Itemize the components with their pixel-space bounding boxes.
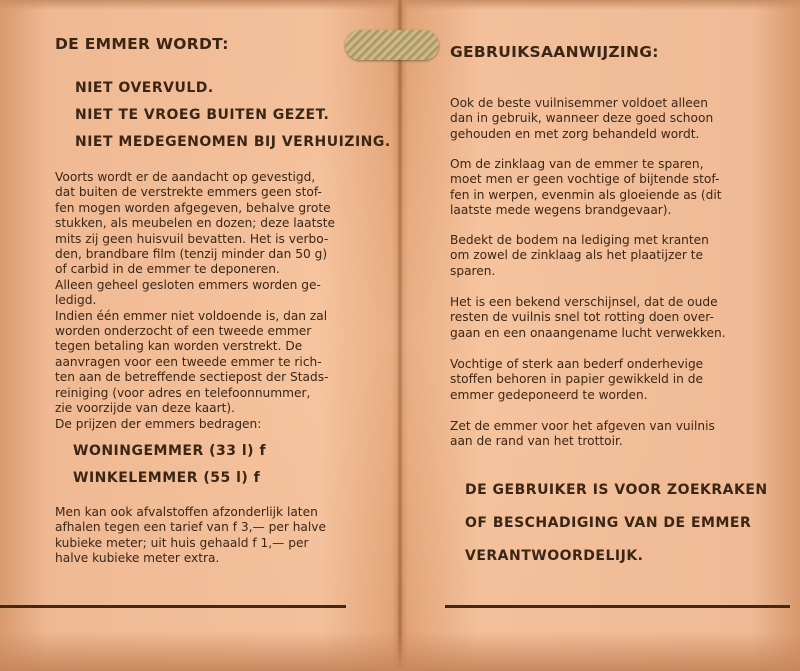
price-house-bucket: WONINGEMMER (33 l) f [73, 443, 267, 459]
right-heading: GEBRUIKSAANWIJZING: [450, 43, 659, 61]
left-heading: DE EMMER WORDT: [55, 35, 229, 53]
usage-paragraph-curb: Zet de emmer voor het afgeven van vuilnis aan de rand van het trottoir. [450, 419, 715, 449]
closing-line-2: OF BESCHADIGING VAN DE EMMER [465, 515, 752, 531]
binding-ribbon [345, 30, 439, 60]
price-shop-bucket: WINKELEMMER (55 l) f [73, 470, 261, 486]
usage-paragraph-clean: Ook de beste vuilnisemmer voldoet alleen dan in gebruik, wanneer deze goed schoon gehouden en met zorg behandeld wordt. [450, 96, 714, 141]
usage-paragraph-zinc: Om de zinklaag van de emmer te sparen, moet men er geen vochtige of bijtende stof- fen in werpen, evenmin als gloeiende as (dit laatste mede wegens brandgevaar). [450, 157, 722, 218]
paper-edge-bottom [0, 631, 800, 671]
usage-paragraph-newspaper: Bedekt de bodem na lediging met kranten om zowel de zinklaag als het plaatijzer te sparen. [450, 233, 709, 278]
rule-not-moving: NIET MEDEGENOMEN BIJ VERHUIZING. [75, 134, 391, 150]
right-bottom-rule [445, 605, 790, 608]
left-bottom-rule [0, 605, 346, 608]
closing-line-1: DE GEBRUIKER IS VOOR ZOEKRAKEN [465, 482, 768, 498]
center-fold [398, 0, 402, 671]
usage-paragraph-wrap: Vochtige of sterk aan bederf onderhevige stoffen behoren in papier gewikkeld in de emmer gedeponeerd te worden. [450, 357, 704, 402]
closing-line-3: VERANTWOORDELIJK. [465, 548, 644, 564]
rule-not-too-early: NIET TE VROEG BUITEN GEZET. [75, 107, 330, 123]
rule-not-overfilled: NIET OVERVULD. [75, 80, 214, 96]
left-paragraph-rules: Voorts wordt er de aandacht op gevestigd, dat buiten de verstrekte emmers geen stof- fen mogen worden afgegeven, behalve grote stukken, als meubelen en dozen; deze laatste mits zij geen huisvuil bevatten. Het is verbo- den, brandbare film (tenzij minder dan 50 g) of carbid in de emmer te deponeren. Alleen geheel gesloten emmers worden ge- ledigd. Indien één emmer niet voldoende is, dan zal worden onderzocht of een tweede emmer tegen betaling kan worden verstrekt. De aanvragen voor een tweede emmer te rich- ten aan de betreffende sectiepost der Stads- reiniging (voor adres en telefoonnummer, zie voorzijde van deze kaart). De prijzen der emmers bedragen: [55, 170, 336, 431]
usage-paragraph-rotting: Het is een bekend verschijnsel, dat de oude resten de vuilnis snel tot rotting doen over- gaan en een onaangename lucht verwekken. [450, 295, 726, 340]
left-paragraph-pickup: Men kan ook afvalstoffen afzonderlijk laten afhalen tegen een tarief van f 3,— per halve kubieke meter; uit huis gehaald f 1,— per halve kubieke meter extra. [55, 505, 326, 566]
